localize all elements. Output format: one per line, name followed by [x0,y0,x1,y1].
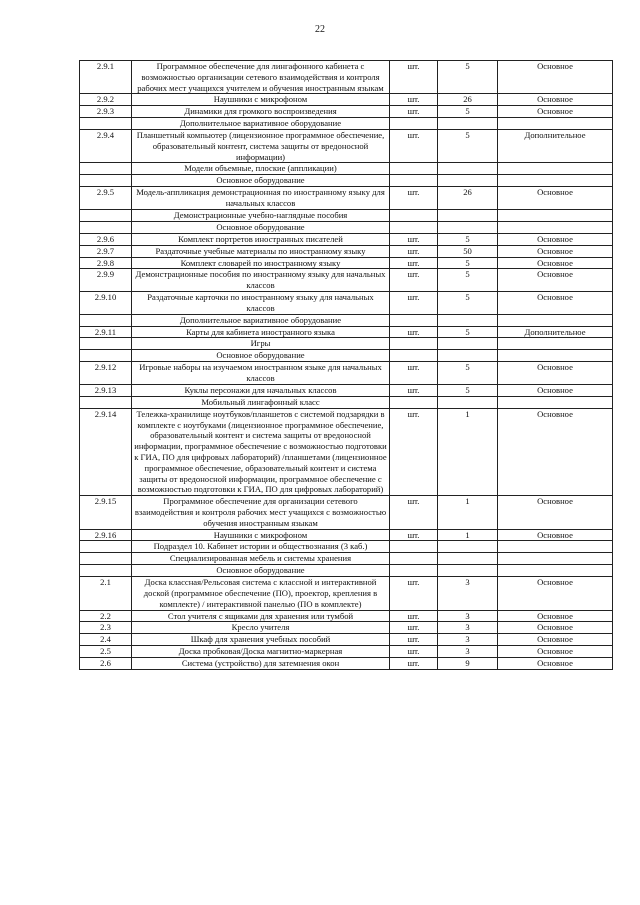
item-quantity: 5 [438,129,498,162]
empty-cell [438,117,498,129]
item-type: Основное [498,94,613,106]
empty-cell [498,209,613,221]
row-number: 2.9.16 [80,529,132,541]
item-quantity: 5 [438,291,498,314]
empty-cell [438,338,498,350]
item-name: Кресло учителя [132,622,390,634]
item-unit: шт. [390,291,438,314]
table-row [80,61,613,94]
section-title: Дополнительное вариативное оборудование [132,117,390,129]
row-number-cell [80,396,132,408]
row-number-cell [80,221,132,233]
item-type: Основное [498,187,613,210]
section-row [80,553,613,565]
item-type: Основное [498,622,613,634]
item-unit: шт. [390,622,438,634]
row-number-cell [80,163,132,175]
section-row [80,314,613,326]
row-number: 2.9.3 [80,106,132,118]
row-number: 2.6 [80,657,132,669]
item-unit: шт. [390,362,438,385]
item-quantity: 3 [438,577,498,610]
empty-cell [498,338,613,350]
item-quantity: 26 [438,187,498,210]
item-name: Комплект портретов иностранных писателей [132,233,390,245]
item-type: Дополнительное [498,326,613,338]
item-type: Основное [498,577,613,610]
item-name: Тележка-хранилище ноутбуков/планшетов с системой подзарядки в комплекте с ноутбуками (лицензионное программное обеспечение, образовательный контент и система защиты от вредоносной информации, программное обеспечение с возможностью подготовки к ГИА, ПО для цифровых лабораторий) /планшетами (лицензионное программное обеспечение, образовательный контент и система защиты от вредоносной информации, программное обеспечение с возможностью подготовки к ГИА, ПО для цифровых лабораторий) [132,408,390,495]
table-row [80,257,613,269]
item-quantity: 9 [438,657,498,669]
empty-cell [390,163,438,175]
item-name: Шкаф для хранения учебных пособий [132,634,390,646]
item-unit: шт. [390,61,438,94]
item-name: Программное обеспечение для лингафонного кабинета с возможностью организации сетевого взаимодействия и контроля рабочих мест учащихся учителем и обучения иностранным языкам [132,61,390,94]
section-row [80,175,613,187]
item-type: Основное [498,646,613,658]
table-row [80,362,613,385]
row-number-cell [80,350,132,362]
table-row [80,233,613,245]
empty-cell [498,565,613,577]
row-number: 2.9.9 [80,269,132,292]
item-type: Основное [498,610,613,622]
item-name: Наушники с микрофоном [132,94,390,106]
item-quantity: 3 [438,646,498,658]
item-quantity: 26 [438,94,498,106]
section-row [80,163,613,175]
row-number: 2.9.1 [80,61,132,94]
item-name: Стол учителя с ящиками для хранения или тумбой [132,610,390,622]
empty-cell [498,175,613,187]
section-row [80,541,613,553]
row-number: 2.9.6 [80,233,132,245]
table-row [80,384,613,396]
empty-cell [498,221,613,233]
empty-cell [390,553,438,565]
section-title: Основное оборудование [132,350,390,362]
item-type: Основное [498,106,613,118]
item-quantity: 3 [438,622,498,634]
item-unit: шт. [390,245,438,257]
item-quantity: 5 [438,269,498,292]
section-title: Подраздел 10. Кабинет истории и обществознания (3 каб.) [132,541,390,553]
item-type: Основное [498,408,613,495]
item-unit: шт. [390,269,438,292]
empty-cell [390,338,438,350]
section-row [80,117,613,129]
section-row [80,565,613,577]
row-number: 2.9.13 [80,384,132,396]
empty-cell [438,350,498,362]
item-unit: шт. [390,408,438,495]
item-name: Раздаточные учебные материалы по иностранному языку [132,245,390,257]
item-unit: шт. [390,657,438,669]
section-title: Мобильный лингафонный класс [132,396,390,408]
table-row [80,94,613,106]
empty-cell [438,565,498,577]
item-name: Динамики для громкого воспроизведения [132,106,390,118]
row-number: 2.9.15 [80,496,132,529]
item-type: Дополнительное [498,129,613,162]
row-number-cell [80,553,132,565]
item-name: Куклы персонажи для начальных классов [132,384,390,396]
empty-cell [498,163,613,175]
row-number: 2.2 [80,610,132,622]
item-type: Основное [498,233,613,245]
table-row [80,106,613,118]
row-number-cell [80,541,132,553]
item-quantity: 3 [438,634,498,646]
item-unit: шт. [390,326,438,338]
table-row [80,622,613,634]
row-number: 2.9.11 [80,326,132,338]
item-type: Основное [498,257,613,269]
row-number: 2.5 [80,646,132,658]
table-row [80,646,613,658]
table-row [80,634,613,646]
item-name: Доска пробковая/Доска магнитно-маркерная [132,646,390,658]
item-quantity: 3 [438,610,498,622]
empty-cell [438,175,498,187]
item-type: Основное [498,496,613,529]
item-quantity: 50 [438,245,498,257]
item-unit: шт. [390,129,438,162]
empty-cell [498,117,613,129]
table-row [80,291,613,314]
item-unit: шт. [390,257,438,269]
section-title: Модели объемные, плоские (аппликации) [132,163,390,175]
item-name: Карты для кабинета иностранного языка [132,326,390,338]
section-title: Игры [132,338,390,350]
item-type: Основное [498,245,613,257]
section-row [80,396,613,408]
table-row [80,577,613,610]
item-unit: шт. [390,610,438,622]
table-row [80,245,613,257]
item-name: Раздаточные карточки по иностранному языку для начальных классов [132,291,390,314]
table-row [80,269,613,292]
item-name: Игровые наборы на изучаемом иностранном языке для начальных классов [132,362,390,385]
item-name: Доска классная/Рельсовая система с классной и интерактивной доской (программное обеспечение (ПО), проектор, крепления в комплекте) / интерактивной панелью (ПО в комплекте) [132,577,390,610]
row-number: 2.9.5 [80,187,132,210]
section-row [80,209,613,221]
item-quantity: 5 [438,362,498,385]
page-number: 22 [315,24,325,35]
row-number-cell [80,565,132,577]
row-number: 2.9.2 [80,94,132,106]
row-number: 2.9.7 [80,245,132,257]
item-quantity: 5 [438,61,498,94]
item-unit: шт. [390,529,438,541]
item-name: Программное обеспечение для организации сетевого взаимодействия и контроля рабочих мест учащихся с возможностью обучения иностранным языкам [132,496,390,529]
item-name: Демонстрационные пособия по иностранному языку для начальных классов [132,269,390,292]
item-type: Основное [498,657,613,669]
empty-cell [390,396,438,408]
empty-cell [498,314,613,326]
item-quantity: 5 [438,257,498,269]
item-quantity: 5 [438,233,498,245]
section-title: Основное оборудование [132,175,390,187]
item-quantity: 5 [438,326,498,338]
empty-cell [390,221,438,233]
table-row [80,187,613,210]
empty-cell [438,541,498,553]
item-unit: шт. [390,496,438,529]
item-unit: шт. [390,646,438,658]
empty-cell [438,163,498,175]
section-row [80,350,613,362]
item-unit: шт. [390,106,438,118]
item-unit: шт. [390,94,438,106]
empty-cell [390,117,438,129]
section-title: Демонстрационные учебно-наглядные пособия [132,209,390,221]
item-name: Модель-аппликация демонстрационная по иностранному языку для начальных классов [132,187,390,210]
item-unit: шт. [390,634,438,646]
row-number: 2.9.14 [80,408,132,495]
empty-cell [498,541,613,553]
row-number-cell [80,175,132,187]
table-row [80,408,613,495]
row-number-cell [80,338,132,350]
section-title: Дополнительное вариативное оборудование [132,314,390,326]
row-number: 2.3 [80,622,132,634]
item-type: Основное [498,362,613,385]
row-number-cell [80,209,132,221]
row-number: 2.4 [80,634,132,646]
item-type: Основное [498,529,613,541]
item-type: Основное [498,384,613,396]
empty-cell [438,396,498,408]
table-row [80,496,613,529]
table-row [80,129,613,162]
empty-cell [498,350,613,362]
section-row [80,221,613,233]
item-unit: шт. [390,384,438,396]
item-name: Комплект словарей по иностранному языку [132,257,390,269]
item-quantity: 5 [438,384,498,396]
item-unit: шт. [390,187,438,210]
section-title: Специализированная мебель и системы хранения [132,553,390,565]
row-number: 2.9.4 [80,129,132,162]
table-row [80,326,613,338]
empty-cell [498,553,613,565]
empty-cell [390,175,438,187]
item-unit: шт. [390,577,438,610]
empty-cell [390,565,438,577]
item-quantity: 5 [438,106,498,118]
section-row [80,338,613,350]
item-name: Наушники с микрофоном [132,529,390,541]
item-unit: шт. [390,233,438,245]
item-type: Основное [498,269,613,292]
empty-cell [438,209,498,221]
empty-cell [438,553,498,565]
table-row [80,657,613,669]
item-type: Основное [498,61,613,94]
section-title: Основное оборудование [132,221,390,233]
item-quantity: 1 [438,408,498,495]
row-number: 2.1 [80,577,132,610]
empty-cell [498,396,613,408]
table-row [80,610,613,622]
item-type: Основное [498,291,613,314]
empty-cell [390,350,438,362]
empty-cell [390,314,438,326]
row-number-cell [80,314,132,326]
section-title: Основное оборудование [132,565,390,577]
row-number: 2.9.12 [80,362,132,385]
item-quantity: 1 [438,496,498,529]
empty-cell [438,314,498,326]
item-name: Система (устройство) для затемнения окон [132,657,390,669]
table-row [80,529,613,541]
empty-cell [390,209,438,221]
item-name: Планшетный компьютер (лицензионное программное обеспечение, образовательный контент, система защиты от вредоносной информации) [132,129,390,162]
empty-cell [438,221,498,233]
equipment-table-body [80,61,613,670]
item-quantity: 1 [438,529,498,541]
row-number: 2.9.8 [80,257,132,269]
row-number: 2.9.10 [80,291,132,314]
empty-cell [390,541,438,553]
equipment-table [79,60,613,670]
row-number-cell [80,117,132,129]
item-type: Основное [498,634,613,646]
